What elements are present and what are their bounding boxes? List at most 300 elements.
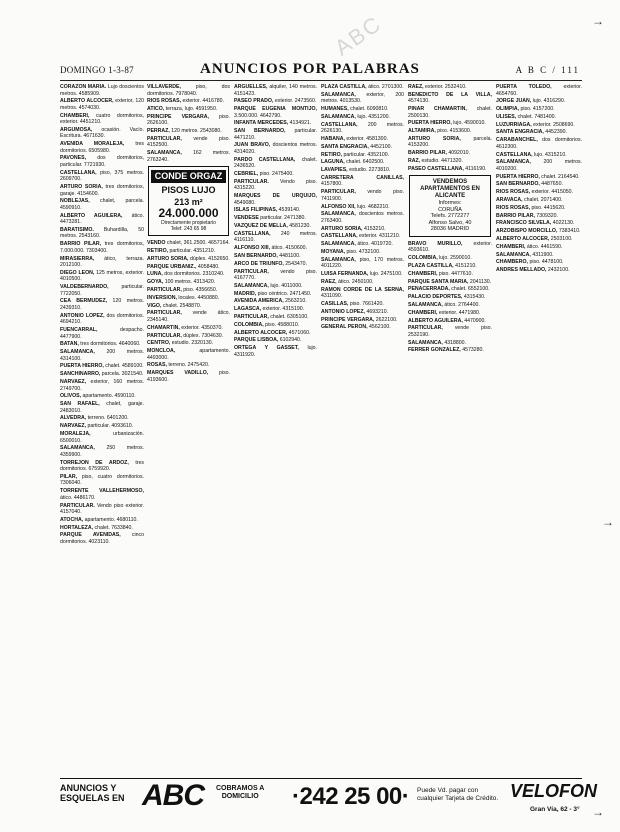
ad-text: chalet. 2500130. [408,106,492,119]
ad-lead: SALAMANCA, [60,349,95,356]
ad-text: vendo piso. 4167770. [234,268,317,282]
ad-lead: ULISES, [496,113,517,120]
ad-text: piso. 4415620. [530,204,566,211]
ad-lead: PARTICULAR, [147,310,182,317]
ad-text: 4481100. [277,252,301,259]
box-line2: 213 m² [174,197,203,208]
classified-ad [60,313,144,326]
ad-lead: SANCHINARRO, [60,371,101,378]
classified-ad [234,306,317,313]
ad-text: tres dormitorios. 4640060. [78,341,141,348]
classified-ad [321,114,404,121]
ad-text: terreno. 6401200. [86,415,129,422]
ad-text: ocasión. Vacío. Escritura. 4671630. [60,126,144,140]
classified-ad [234,215,317,222]
ad-lead: RAEZ, [408,84,424,90]
ad-text: tres dormitorios. 6505980. [60,141,144,154]
classified-ad [60,284,144,297]
classified-ad [234,179,317,192]
ad-text: exterior. 4581300. [344,135,388,142]
ad-text: chalet. 2071400. [522,197,563,204]
ad-text: dos dormitorios. 2310240. [162,271,225,278]
ad-lead: VILLAVERDE, [147,84,181,90]
classified-ad [60,170,144,183]
box-line1: Informes: [438,200,462,207]
ad-text: piso. 4588010. [263,321,300,328]
classified-ad [321,249,404,256]
ad-text: dos dormitorios, particular. 7721930. [60,155,144,168]
ad-text: chalet. 6552100. [449,286,490,293]
ad-lead: PINAR CHAMARTIN, [408,106,467,113]
ad-text: exterior, 160 metros. 2749700. [60,379,144,392]
classified-ad [60,415,144,422]
ad-text: 4151210. [453,262,477,269]
classified-ad [60,298,144,311]
ad-text: terreno. 2475420. [166,362,210,369]
classified-ad [147,303,230,310]
classified-ad [234,337,317,344]
classified-ad [147,370,230,383]
ad-text: 4134921. [288,120,312,127]
ad-text: doscientos metros. 4314020. [234,142,317,155]
ad-lead: LUISA FERNANDA, [321,271,369,278]
classified-ad [147,150,230,163]
ad-text: 4116190. [463,165,487,172]
ad-lead: BRAVO MURILLO, [408,240,463,247]
ad-lead: FERRER GONZALEZ, [408,347,461,354]
ad-lead: TORREJON DE ARDOZ, [60,459,129,466]
classified-ad [408,279,492,286]
ad-lead: RIOS ROSAS, [147,98,182,105]
ad-text: estudio. 2273810. [347,167,391,174]
ad-text: piso. 4356650. [181,287,218,294]
ad-lead: ATOCHA, [60,516,84,523]
ad-lead: RAZ, [408,158,421,165]
ad-text: chalet, 361.2500. 4657164. [165,240,230,247]
ad-lead: RAEZ, [321,278,337,285]
ad-text: ático. 4150600. [270,245,307,252]
ad-lead: MONCLOA, [147,348,176,355]
ad-lead: CASTELLANA, [321,121,358,128]
ad-text: vende piso. 4152500. [147,135,230,149]
ad-text: cinco dormitorios. 4023110. [60,532,144,545]
ad-lead: RIOS ROSAS, [496,189,531,196]
ad-lead: ARGUMOSA, [60,126,93,133]
ad-lead: AVENIDA AMERICA, [234,298,284,305]
ad-lead: FRANCISCO SILVELA, [496,220,552,227]
ad-lead: LAGASCA, [234,306,262,313]
ad-lead: PARTICULAR, [147,332,182,339]
ad-text: piso. 2626100. [147,113,230,127]
ad-text: chalet. 6402500. [344,159,385,166]
ad-lead: PARQUE AVENIDAS, [60,532,121,539]
ad-lead: ALBERTO ALCOCER, [234,329,288,336]
box-price: 24.000.000 [158,206,219,221]
ad-lead: RAMON CORDE DE LA SERNA, [321,286,404,293]
ad-text: 2041130. [468,278,492,285]
classified-ad [496,244,582,251]
ad-lead: CEBRIEL, [234,171,259,178]
ad-text: parcela. 3021540. [100,371,144,378]
ad-lead: PARTICULAR. [234,178,269,185]
ad-text: lujo. 2590010. [437,255,472,262]
classified-ad [147,128,230,135]
ad-text: piso. 2475400. [258,171,294,178]
ad-text: exterior. 4311210. [357,233,401,240]
ad-text: ático, terraza. 2012100. [60,255,144,269]
ad-text: piso, cuatro dormitorios. 7306040. [60,473,144,487]
ad-text: doscientos metros. 2763400. [321,211,404,224]
ad-text: urbanización. 6500010. [60,431,144,444]
classified-ad [234,269,317,282]
ad-text: exterior. 4415050. [530,189,573,196]
ad-lead: CHAMBERO, [496,259,528,266]
ad-text: 4581230. [287,223,311,230]
ad-text: 2622100. [374,316,398,323]
classified-ad [321,175,404,188]
ad-lead: PARTICULAR, [234,314,269,321]
classified-ad [408,271,492,278]
classified-ad [234,128,317,141]
ad-text: piso. 4193600. [147,370,230,383]
ad-text: vende ático. 2345140. [147,310,230,323]
classified-ad [60,341,144,348]
ad-lead: PARQUE EUGENIA MONTIJO, [234,106,317,113]
ad-lead: ARTURO SORIA, [321,225,363,232]
classified-ad [321,287,404,300]
ad-lead: PUERTA HIERRO, [60,363,104,370]
ad-lead: ARCO DE TRIUNFO, [234,260,284,267]
ad-lead: PARTICULAR, [147,287,182,294]
ad-text: cuatro dormitorios, exterior. 4451210. [60,112,144,126]
ad-lead: PERRAZ, [147,128,170,135]
ad-text: exterior. 4471980. [437,309,481,316]
ad-text: 120 metros. 2439310. [60,298,144,311]
ad-lead: MOYANA, [321,249,346,256]
ad-text: alquiler, 140 metros. 4151423. [234,84,317,97]
ad-lead: CHAMBERI, [408,309,438,316]
ad-lead: ROSAS, [147,362,167,369]
corner-arrow-right: → [602,515,614,529]
ad-lead: LUNA, [147,271,163,278]
ad-text: piso. 4732100. [345,249,381,256]
classified-ad [321,106,404,113]
classified-ad [321,309,404,316]
classified-ad [60,256,144,269]
classified-ad [408,294,492,301]
ad-text: piso. 4153600. [435,128,472,135]
ad-text: apartamento. 4493000. [147,348,230,361]
classified-ad [321,167,404,174]
classified-ad [60,525,144,532]
classified-ad [147,271,230,278]
ad-text: 6102940. [278,337,302,344]
ad-lead: CASILLAS, [321,301,349,308]
classified-ad [321,136,404,143]
classified-ad [60,488,144,501]
credit-card-text [417,787,498,803]
ad-lead: PRINCIPE VERGARA, [321,316,375,323]
classified-ad [321,317,404,324]
classified-ad [60,371,144,378]
ad-text: 7309320. [534,212,558,219]
ad-lead: INVERSION, [147,294,177,301]
footer-advertisement [60,778,598,821]
ad-lead: CHAMBERI, [408,270,438,277]
ad-text: ático. 2701300. [366,84,404,90]
classified-ad [147,325,230,332]
classified-ad [147,98,230,105]
ad-text: exterior, 120 metros. 4574030. [60,98,144,111]
classified-ad [321,122,404,135]
box-small2: Telef. 243 65 98 [170,226,207,233]
ad-text: lujo. 4315210. [532,151,567,158]
ad-lead: COLOMBIA, [408,255,438,262]
ad-lead: BARRIO PILAR, [408,150,447,157]
ad-lead: CARRETERA CANILLAS, [321,174,404,181]
box-line1: PISOS LUJO [161,185,216,196]
classified-ad [408,302,492,309]
velofon-address: Gran Vía, 62 - 3° [530,806,580,813]
classified-ad [60,363,144,370]
ad-text: exterior. 4654760. [496,84,582,97]
box-small1: Directamente propietario [161,220,216,227]
classified-ad [496,205,582,212]
ad-text: exterior. 4350370. [179,324,223,331]
ad-lead: RETIRO, [321,151,343,158]
ad-lead: ALBERTO ALCOCER, [496,236,550,243]
classified-ad [408,166,492,173]
ad-text: 4058480. [196,263,220,270]
ad-lead: ANTONIO LOPEZ, [321,308,365,315]
classified-ad [321,189,404,202]
ad-column-3 [234,84,317,774]
classified-ad [234,120,317,127]
ad-lead: CHAMARTIN, [147,324,180,331]
classified-ad [147,84,230,97]
footer-left-text [60,783,125,803]
conde-orgaz-ad [148,166,229,236]
classified-ad [147,264,230,271]
ad-text: chalet. 2548870. [161,302,202,309]
ad-text: lujo. 4590010. [451,120,486,127]
classified-ad [408,255,492,262]
classified-ad [496,106,582,113]
ad-lead: SANTA ENGRACIA, [496,129,544,136]
velofon-logo: VELOFON [510,781,598,801]
ad-lead: GOYA, [147,279,164,286]
alicante-apartments-ad [409,175,491,237]
ad-lead: SAN BERNARDO, [496,181,540,188]
classified-ad [234,330,317,337]
credit-card-line2: cualquier Tarjeta de Crédito. [417,795,499,802]
classified-ad [234,171,317,178]
ad-lead: ANDRES MELLADO, [496,267,547,274]
footer-phone: ·242 25 00· [292,783,410,810]
ad-text: dúplex. 7304630. [181,332,224,339]
ad-lead: CENTRO, [147,340,171,347]
ad-text: 2503100. [549,236,573,243]
ad-lead: ALTAMIRA, [408,128,436,135]
classified-ad [408,120,492,127]
ad-lead: ORTEGA Y GASSET, [234,345,299,352]
ad-lead: PARTICULAR, [408,325,443,332]
ad-text: chalet. 2436520. [234,156,317,170]
ad-lead: NARVAEZ, [60,423,87,430]
ad-text: particular. 4093610. [86,423,134,430]
classified-ad [60,241,144,254]
classified-ad [60,113,144,126]
ad-lead: CEA BERMUDEZ, [60,298,108,305]
classified-ad [234,207,317,214]
box-title: VENDEMOS APARTAMENTOS EN ALICANTE [420,179,480,200]
ad-lead: SALAMANCA, [321,113,356,120]
footer-left-line2: ESQUELAS EN [60,793,125,803]
classified-ad [321,271,404,278]
classified-ad [496,228,582,235]
ad-text: ático. 4473281. [60,212,144,226]
ad-text: exterior. 2508690. [531,121,575,128]
ad-text: 4693210. [365,308,389,315]
ad-lead: JUAN BRAVO, [234,142,271,149]
classified-ad [60,532,144,545]
cobramos-text [216,785,264,801]
ad-text: 4574130. [408,98,430,105]
classified-ad [234,322,317,329]
ad-text: tres dormitorios. 6759920. [60,459,144,473]
ad-lead: MARQUES DE URQUIJO, [234,193,317,200]
ad-text: despacho. 4477900. [60,327,144,340]
ad-lead: PUERTA HIERRO, [408,120,452,127]
classified-ad [496,220,582,227]
ad-text: piso céntrico. 2471450. [256,290,312,297]
classified-ad [234,142,317,155]
ad-column-2 [147,84,230,774]
classified-ad [60,445,144,458]
box-line5: 28036 MADRID [430,226,470,233]
ad-lead: ALBERTO AGUILERA, [60,212,123,219]
ad-text: exterior, 200 metros. 4013530. [321,91,404,105]
classified-ad [234,291,317,298]
ad-text: 200 metros. 4314100. [60,349,144,362]
abc-logo: ABC [142,779,204,812]
ad-lead: ARTURO SORIA, [147,255,189,262]
classified-ad [408,263,492,270]
ad-text: 4487650. [539,181,563,188]
header-date: DOMINGO 1-3-87 [60,65,134,75]
ad-lead: MADRID, [234,290,257,297]
classified-ad [321,279,404,286]
ad-text: exterior. 4593610. [408,240,492,254]
header-title: ANUNCIOS POR PALABRAS [200,61,420,77]
ad-lead: LAVAPIES, [321,167,348,174]
ad-lead: NOBLEJAS, [60,198,90,205]
watermark: ABC [330,10,387,61]
ad-lead: GENERAL PERON, [321,324,368,331]
ad-text: piso. 4478100. [528,259,564,266]
ad-lead: CASTELLANA, [60,169,97,176]
ad-text: 2432100. [546,267,570,274]
ad-lead: VAZQUEZ DE MELLA, [234,223,288,230]
classified-ad [321,84,404,91]
ad-text: lujo. 4011000. [268,282,303,289]
ad-text: exterior. 4315190. [261,306,305,313]
ad-lead: PARTICULAR, [234,268,269,275]
classified-ad [147,362,230,369]
classified-ad [234,106,317,119]
classified-ad [234,345,317,358]
classified-ad [496,159,582,172]
ad-text: Lujo doscientos metros. 4585909. [60,84,144,97]
classified-ad [60,379,144,392]
classified-ad [147,340,230,347]
ad-lead: LAGUNA, [321,159,345,166]
corner-arrow-top: → [592,14,604,28]
ad-lead: PARQUE URBANIZ., [147,263,197,270]
classified-ad [408,106,492,119]
classified-ad [321,233,404,240]
box-line3: Telefs. 2772277 [430,213,470,220]
ad-lead: PLAZA CASTILLA, [321,84,367,90]
ad-lead: SALAMANCA, [321,256,356,263]
classified-ad [60,198,144,211]
classified-ad [496,98,582,105]
ad-text: 3.500.000. 4642790. [234,112,282,119]
box-line2: CORUÑA [438,206,462,213]
ad-lead: PUERTA HIERRO, [496,173,540,180]
ad-lead: ALVEDRA, [60,415,87,422]
ad-lead: SAN BERNARDO, [234,252,278,259]
ad-lead: ALFONSO XIII, [234,245,271,252]
classified-ad [60,213,144,226]
ad-text: 4452390. [543,129,567,136]
ad-text: Vendo piso exterior. 4157040. [60,502,144,515]
ad-text: estudio. 2320130. [170,340,214,347]
ad-text: 4315430. [462,294,486,301]
header-rule [60,80,582,81]
ad-text: 4157800. [321,181,343,188]
ad-text: exterior. 2473560. [273,98,317,105]
classified-ad [60,431,144,444]
classified-ad [60,227,144,240]
ad-lead: PARQUE LISBOA, [234,337,279,344]
ad-lead: LUZURRIAGA, [496,121,532,128]
ad-text: chalet, parcela. 4590910. [60,198,144,211]
ad-text: 200 metros. 4010200. [496,159,582,172]
ad-text: piso, dos dormitorios. 7978040. [147,84,230,97]
classified-ad [60,349,144,362]
ad-text: 4571060. [287,329,311,336]
ad-lead: HUMANES, [321,106,349,113]
ad-text: 2543470. [283,260,307,267]
ad-lead: SALAMANCA, [408,339,443,346]
classified-ad [496,122,582,129]
ad-text: 120 metros. 2543080. [169,128,222,135]
classified-ad [321,152,404,159]
classified-ad [60,155,144,168]
classified-ad [60,127,144,140]
classified-ad [496,197,582,204]
ad-lead: COLOMBIA, [234,321,264,328]
classified-ad [60,141,144,154]
ad-lead: JORGE JUAN, [496,98,532,105]
ad-text: Vendo piso. 4315220. [234,178,317,192]
classified-ad [60,270,144,283]
box-line4: Alfonso Salvo, 40 [428,219,472,226]
ad-lead: CHAMBERI, [496,243,526,250]
classified-ad [321,257,404,270]
classified-ad [496,267,582,274]
